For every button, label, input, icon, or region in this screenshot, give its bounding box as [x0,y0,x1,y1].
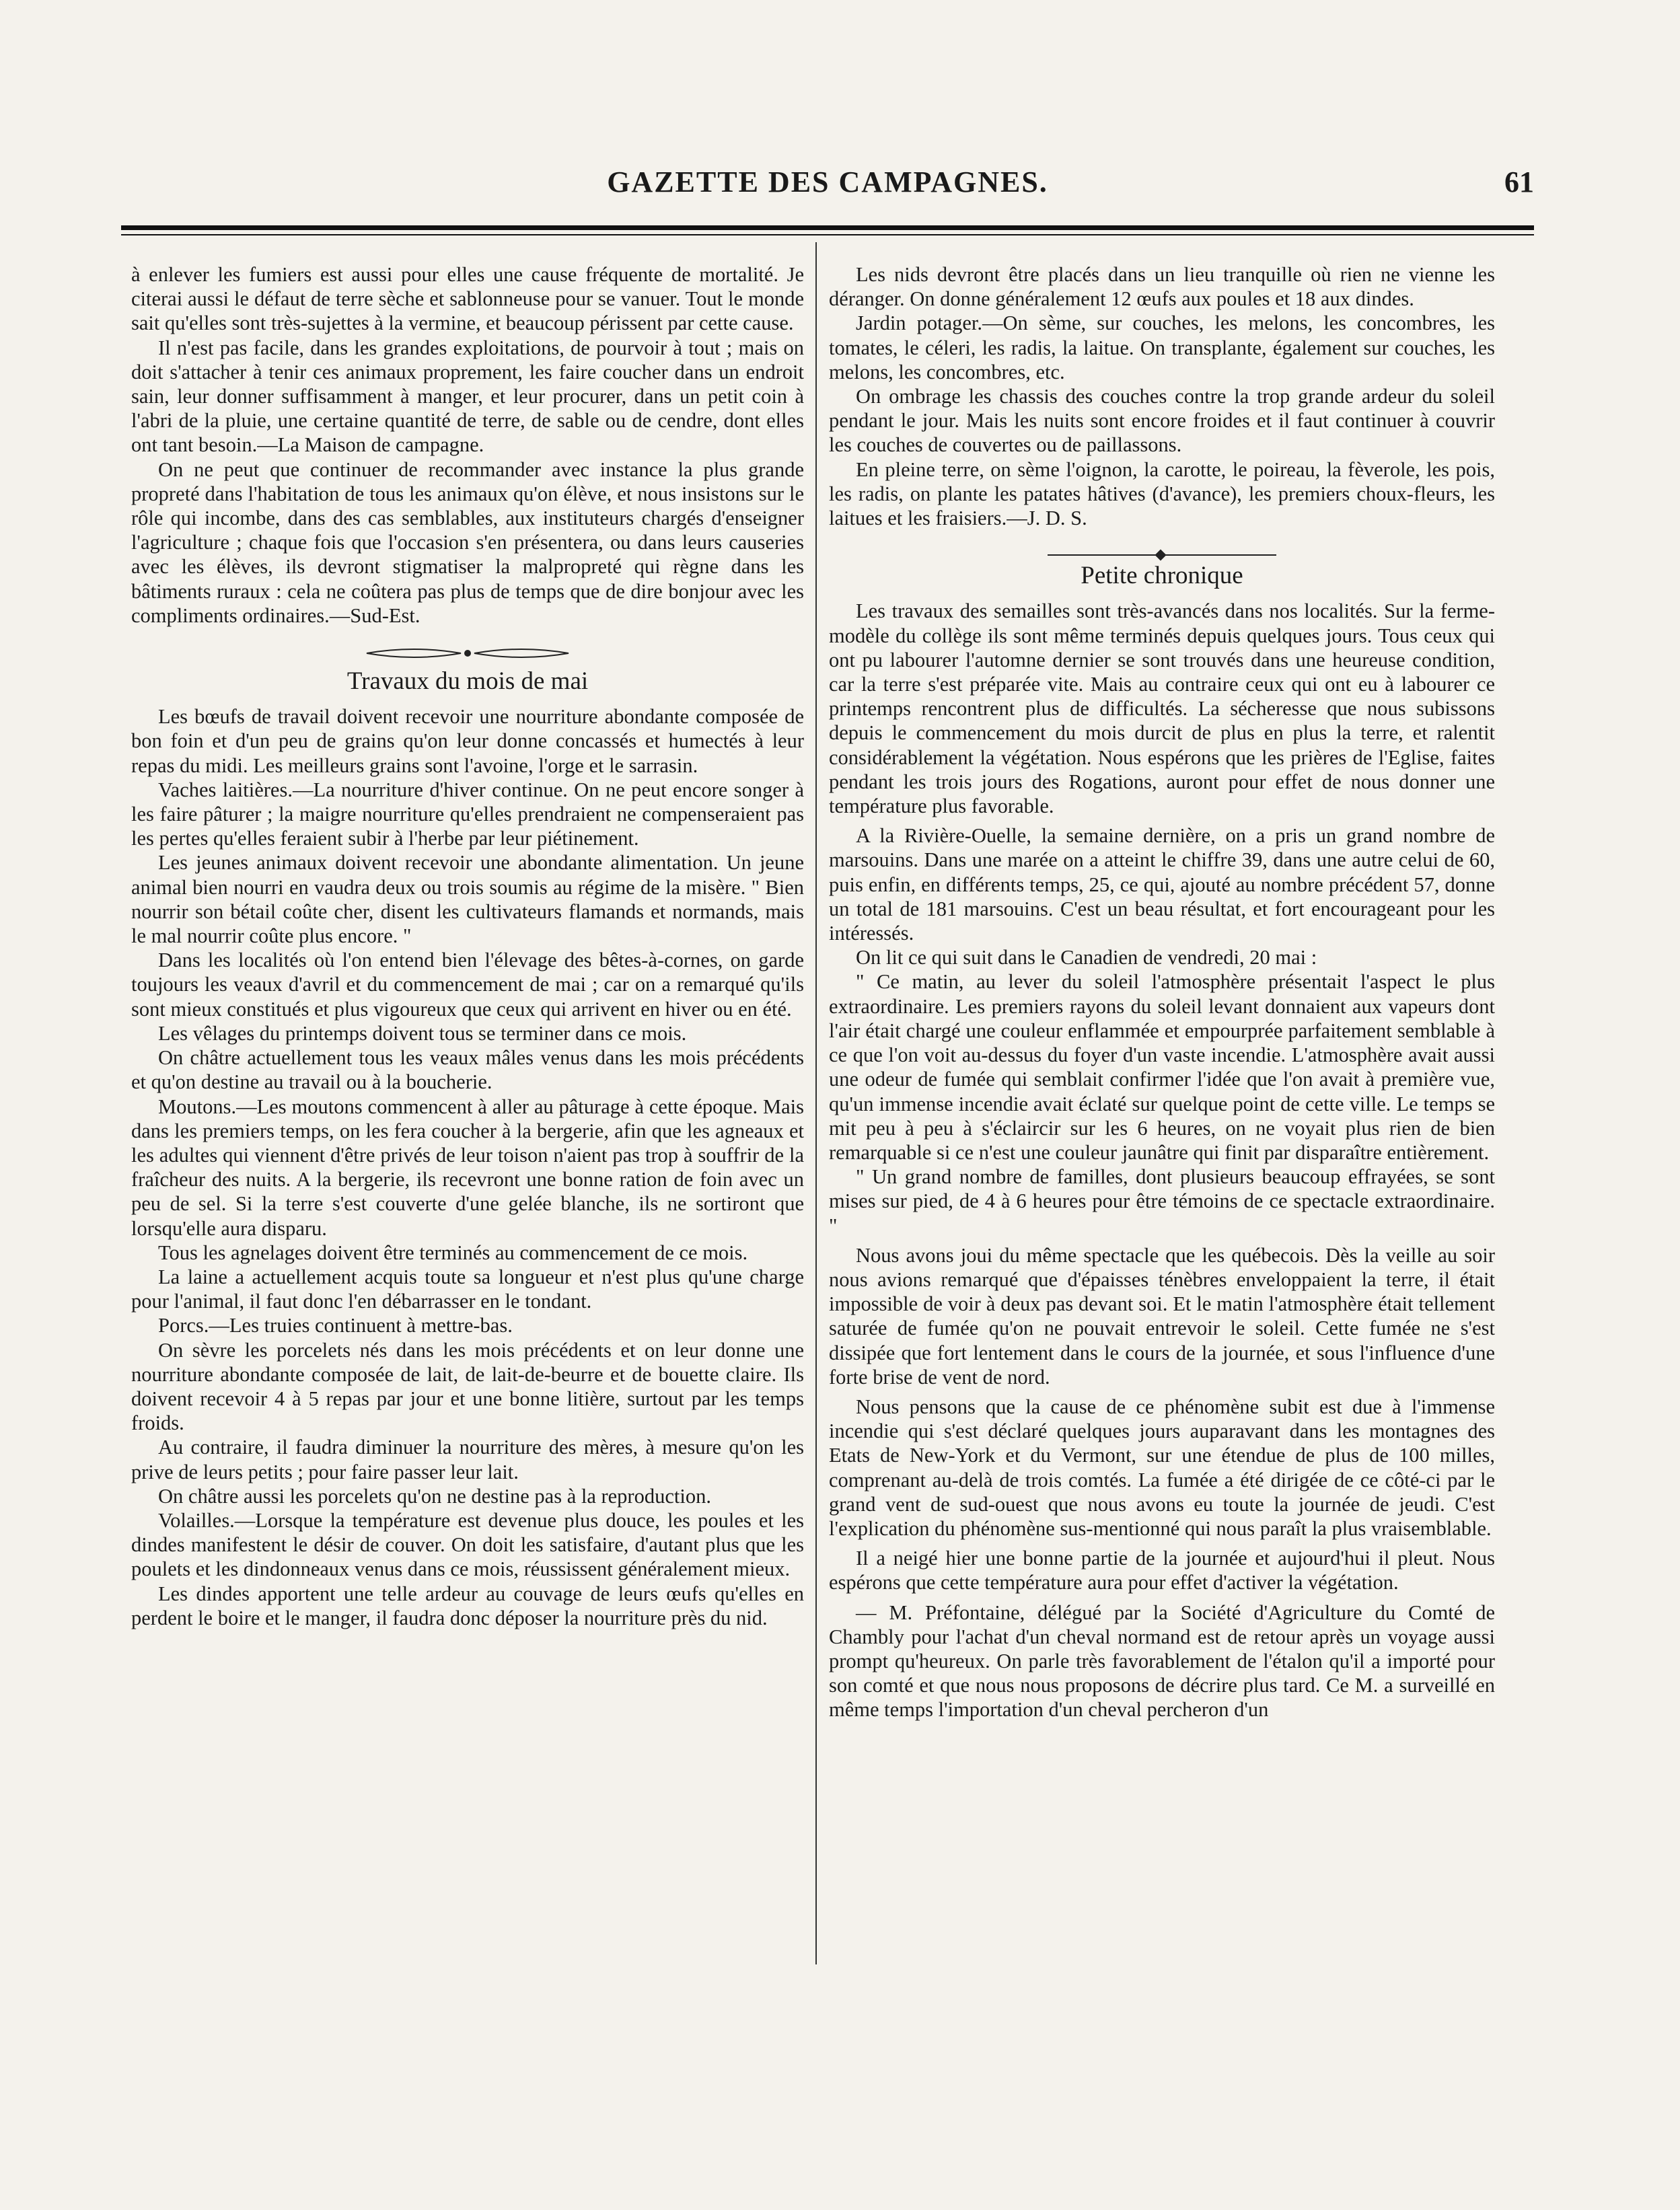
paragraph: Au contraire, il faudra diminuer la nourriture des mères, à mesure qu'on les prive de leurs petits ; pour faire passer leur lait. [131,1436,804,1483]
section-title-chronique: Petite chronique [1081,562,1243,590]
paragraph: On sèvre les porcelets nés dans les mois précédents et on leur donne une nourriture abondante composée de lait, de lait-de-beurre et de bouette claire. Ils doivent recevoir 4 à 5 repas par jour et une bonne litière, surtout par les temps froids. [131,1338,804,1435]
ornament-divider-icon [360,645,575,661]
paragraph: Les travaux des semailles sont très-avancés dans nos localités. Sur la ferme-modèle du collège ils sont même terminés depuis quelques jours. Tous ceux qui ont pu labourer l'automne dernier se sont trouvés dans une heureuse condition, car la terre s'est préparée vite. Mais au contraire ceux qui ont eu à labourer ce printemps rencontrent plus de difficultés. La sécheresse que nous subissons depuis le commencement du mois durcit de plus en plus la terre, et ralentit considérablement la végétation. Nous espérons que les prières de l'Eglise, faites pendant les trois jours des Rogations, auront pour effet de nous donner une température plus favorable. [829,599,1495,818]
page-title: GAZETTE DES CAMPAGNES. [607,165,1048,198]
paragraph: Les dindes apportent une telle ardeur au couvage de leurs œufs qu'elles en perdent le boire et le manger, il faudra donc déposer la nourriture près du nid. [131,1582,804,1629]
column-divider [815,242,817,1964]
left-column [131,262,804,1630]
paragraph: Les vêlages du printemps doivent tous se terminer dans ce mois. [158,1021,687,1045]
paragraph: Porcs.—Les truies continuent à mettre-bas. [158,1314,513,1337]
paragraph: La laine a actuellement acquis toute sa longueur et n'est plus qu'une charge pour l'animal, il faut donc l'en débarrasser en le tondant. [131,1265,804,1313]
paragraph: A la Rivière-Ouelle, la semaine dernière, on a pris un grand nombre de marsouins. Dans une marée on a atteint le chiffre 39, dans une autre celui de 60, puis enfin, en différents temps, 25, ce qui, ajouté au nombre précédent 57, donne un total de 181 marsouins. C'est un beau résultat, et fort encourageant pour les intéressés. [829,824,1495,945]
section-divider [1048,554,1276,556]
paragraph: On ombrage les chassis des couches contre la trop grande ardeur du soleil pendant le jour. Mais les nuits sont encore froides et il faut continuer à couvrir les couches de couvertes ou de paillassons. [829,385,1495,457]
section-title-travaux: Travaux du mois de mai [346,667,589,696]
paragraph: Les bœufs de travail doivent recevoir une nourriture abondante composée de bon foin et d'un peu de grains qu'on leur donne concassés et humectés à leur repas du midi. Les meilleurs grains sont l'avoine, l'orge et le sarrasin. [131,705,804,777]
paragraph: On ne peut que continuer de recommander avec instance la plus grande propreté dans l'habitation de tous les animaux qu'on élève, et nous insistons sur le rôle qui incombe, dans des cas semblables, aux instituteurs chargés d'enseigner l'agriculture ; chaque fois que l'occasion s'en présentera, ou dans leurs causeries avec les élèves, ils devront stigmatiser la malpropreté qui règne dans les bâtiments ruraux : cela ne coûtera pas plus de temps que de dire bonjour avec les compliments ordinaires.—Sud-Est. [131,457,804,627]
paragraph: Dans les localités où l'on entend bien l'élevage des bêtes-à-cornes, on garde toujours les veaux d'avril et du commencement de mai ; car on a remarqué qu'ils sont mieux constitués et plus vigoureux que ceux qui arrivent en hiver ou en été. [131,949,804,1021]
paragraph: Les nids devront être placés dans un lieu tranquille où rien ne vienne les déranger. On donne généralement 12 œufs aux poules et 18 aux dindes. [829,263,1495,311]
paragraph: Il n'est pas facile, dans les grandes exploitations, de pourvoir à tout ; mais on doit s'attacher à tenir ces animaux proprement, les faire coucher dans un endroit sain, leur donner suffisamment à manger, et leur procurer, dans un petit coin à l'abri de la pluie, une certaine quantité de terre, de sable ou de cendre, dont elles ont tant besoin.—La Maison de campagne. [131,336,804,457]
paragraph: " Ce matin, au lever du soleil l'atmosphère présentait l'aspect le plus extraordinaire. Les premiers rayons du soleil levant donnaient aux vapeurs dont l'air était chargé une couleur enflammée et empourprée parfaitement semblable à ce que l'on voit au-dessus du foyer d'un vaste incendie. L'atmosphère avait aussi une odeur de fumée qui semblait confirmer l'idée que l'on avait à première vue, qu'un immense incendie avait éclaté sur quelque point de cette ville. Le temps se mit peu à peu à s'éclaircir sur les 6 heures, on ne voyait plus rien de bien remarquable si ce n'est une couleur jaunâtre qui finit par disparaître entièrement. [829,970,1495,1164]
page-number: 61 [1504,165,1534,198]
paragraph: On châtre aussi les porcelets qu'on ne destine pas à la reproduction. [158,1484,711,1508]
paragraph: Il a neigé hier une bonne partie de la journée et aujourd'hui il pleut. Nous espérons que cette température aura pour effet d'activer la végétation. [829,1547,1495,1594]
paragraph: Moutons.—Les moutons commencent à aller au pâturage à cette époque. Mais dans les premiers temps, on les fera coucher à la bergerie, afin que les agneaux et les adultes qui viennent d'être privés de leur toison n'aient pas trop à souffrir de la fraîcheur des nuits. A la bergerie, ils recevront une bonne ration de foin avec un peu de sel. Si la terre s'est couverte d'une gelée blanche, ils ne sortiront que lorsqu'elle aura disparu. [131,1095,804,1240]
paragraph: Tous les agnelages doivent être terminés au commencement de ce mois. [158,1241,748,1264]
paragraph: Jardin potager.—On sème, sur couches, les melons, les concombres, les tomates, le céleri, les radis, la laitue. On transplante, également sur couches, les melons, les concombres, etc. [829,311,1495,383]
header-rule-thin [121,234,1534,235]
page-header [121,165,1534,205]
header-rule-thick [121,225,1534,230]
paragraph: Nous pensons que la cause de ce phénomène subit est due à l'immense incendie qui s'est déclaré quelques jours auparavant dans les montagnes des Etats de New-York et du Vermont, sur une étendue de plus de 100 milles, comprenant au-delà de trois comtés. La fumée a été dirigée de ce côté-ci par le grand vent de sud-ouest que nous avons eu toute la journée de jeudi. C'est l'explication du phénomène sus-mentionné qui nous paraît la plus vraisemblable. [829,1395,1495,1540]
paragraph: — M. Préfontaine, délégué par la Société d'Agriculture du Comté de Chambly pour l'achat d'un cheval normand est de retour après un voyage aussi prompt qu'heureux. On parle très favorablement de l'étalon qu'il a importé pour son comté et que nous nous proposons de décrire plus tard. Ce M. a surveillé en même temps l'importation d'un cheval percheron d'un [829,1600,1495,1722]
paragraph: En pleine terre, on sème l'oignon, la carotte, le poireau, la fèverole, les pois, les radis, on plante les patates hâtives (d'avance), les premiers choux-fleurs, les laitues et les fraisiers.—J. D. S. [829,457,1495,530]
paragraph: " Un grand nombre de familles, dont plusieurs beaucoup effrayées, se sont mises sur pied, de 4 à 6 heures pour être témoins de ce spectacle extraordinaire. " [829,1165,1495,1237]
paragraph: Les jeunes animaux doivent recevoir une abondante alimentation. Un jeune animal bien nourri en vaudra deux ou trois soumis au régime de la misère. " Bien nourrir son bétail coûte cher, disent les cultivateurs flamands et normands, mais le mal nourrir coûte plus encore. " [131,851,804,948]
paragraph: On lit ce qui suit dans le Canadien de vendredi, 20 mai : [856,946,1317,969]
paragraph: Volailles.—Lorsque la température est devenue plus douce, les poules et les dindes manifestent le désir de couver. On doit les satisfaire, d'autant plus que les poulets et les dindonneaux venus dans ce mois, réussissent généralement mieux. [131,1508,804,1581]
paragraph: On châtre actuellement tous les veaux mâles venus dans les mois précédents et qu'on destine au travail ou à la boucherie. [131,1046,804,1094]
paragraph: à enlever les fumiers est aussi pour elles une cause fréquente de mortalité. Je citerai aussi le défaut de terre sèche et sablonneuse pour se vanuer. Tout le monde sait qu'elles sont très-sujettes à la vermine, et beaucoup périssent par cette cause. [131,263,804,335]
right-column [829,262,1495,1722]
paragraph: Nous avons joui du même spectacle que les québecois. Dès la veille au soir nous avions remarqué que d'épaisses ténèbres enveloppaient la terre, il était impossible de voir à deux pas devant soi. Et le matin l'atmosphère était tellement saturée de fumée qu'on ne pouvait entrevoir le soleil. Cette fumée ne s'est dissipée que fort lentement dans le cours de la journée, et sous l'influence d'une forte brise de vent de nord. [829,1243,1495,1389]
paragraph: Vaches laitières.—La nourriture d'hiver continue. On ne peut encore songer à les faire pâturer ; la maigre nourriture qu'elles prendraient ne compenseraient pas les pertes qu'elles feraient subir à l'herbe par leur piétinement. [131,778,804,850]
